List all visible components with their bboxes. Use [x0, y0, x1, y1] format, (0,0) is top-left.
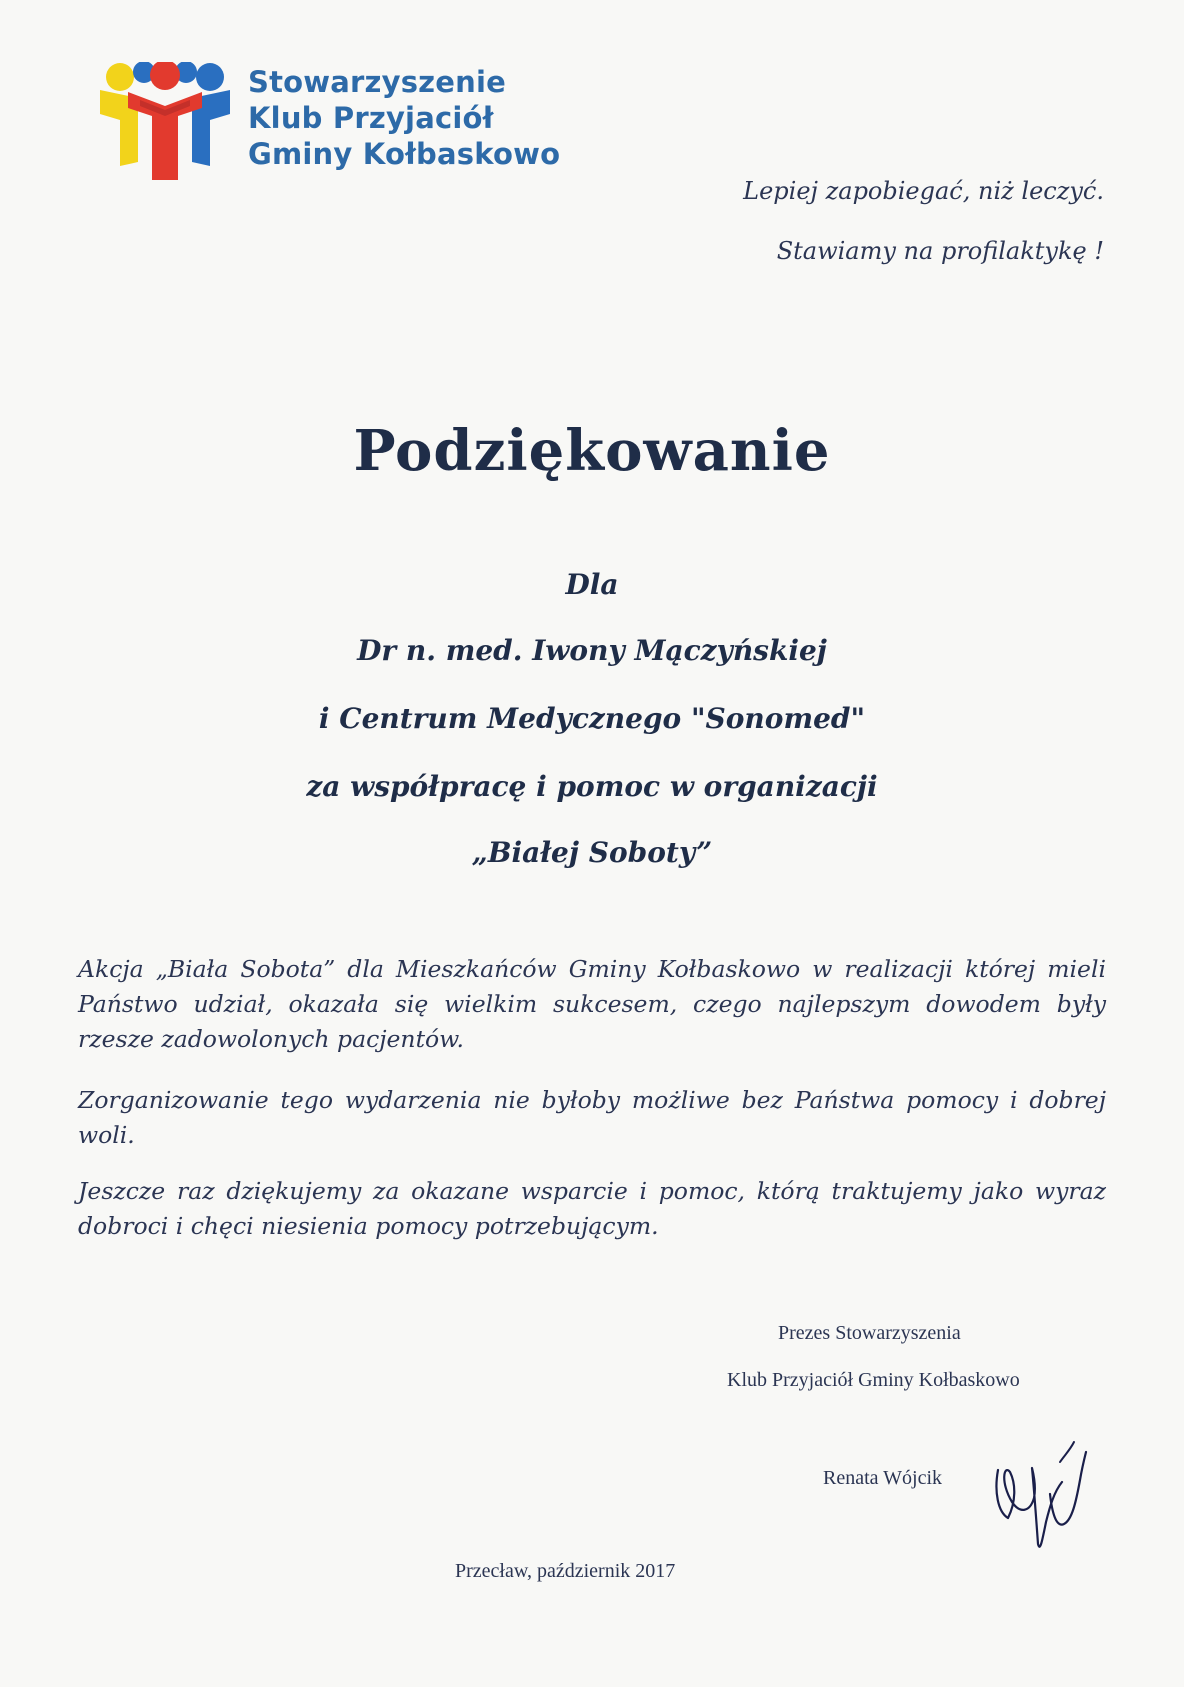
body-paragraph-1: Akcja „Biała Sobota” dla Mieszkańców Gminy Kołbaskowo w realizacji której mieli Państwo udział, okazała się wielkim sukcesem, czego najlepszym dowodem były rzesze zadowolonych pacjentów. — [78, 955, 1106, 1053]
dedication-line-2: Dr n. med. Iwony Mączyńskiej — [357, 634, 827, 667]
signatory-title: Prezes Stowarzyszenia — [778, 1322, 961, 1344]
motto-line-2: Stawiamy na profilaktykę ! — [776, 237, 1104, 265]
body-paragraph-3: Jeszcze raz dziękujemy za okazane wsparcie i pomoc, którą traktujemy jako wyraz dobroci i chęci niesienia pomocy potrzebującym. — [78, 1177, 1106, 1240]
association-logo — [100, 62, 230, 182]
dedication-line-5: „Białej Soboty” — [471, 836, 713, 869]
logo-line-1: Stowarzyszenie — [248, 65, 506, 99]
place-and-date: Przecław, październik 2017 — [455, 1560, 676, 1582]
signatory-organization: Klub Przyjaciół Gminy Kołbaskowo — [727, 1369, 1020, 1391]
document-title: Podziękowanie — [353, 418, 831, 484]
dedication-line-3: i Centrum Medycznego "Sonomed" — [318, 702, 866, 735]
dedication-line-4: za współpracę i pomoc w organizacji — [306, 770, 878, 803]
body-paragraph-2: Zorganizowanie tego wydarzenia nie byłoby możliwe bez Państwa pomocy i dobrej woli. — [78, 1086, 1106, 1149]
handwritten-signature — [990, 1432, 1100, 1562]
logo-wordmark — [248, 64, 560, 172]
logo-line-2: Klub Przyjaciół — [248, 101, 494, 135]
signatory-name: Renata Wójcik — [823, 1467, 943, 1489]
logo-line-3: Gminy Kołbaskowo — [248, 137, 561, 171]
motto-line-1: Lepiej zapobiegać, niż leczyć. — [743, 177, 1104, 205]
dedication-line-1: Dla — [565, 568, 619, 601]
